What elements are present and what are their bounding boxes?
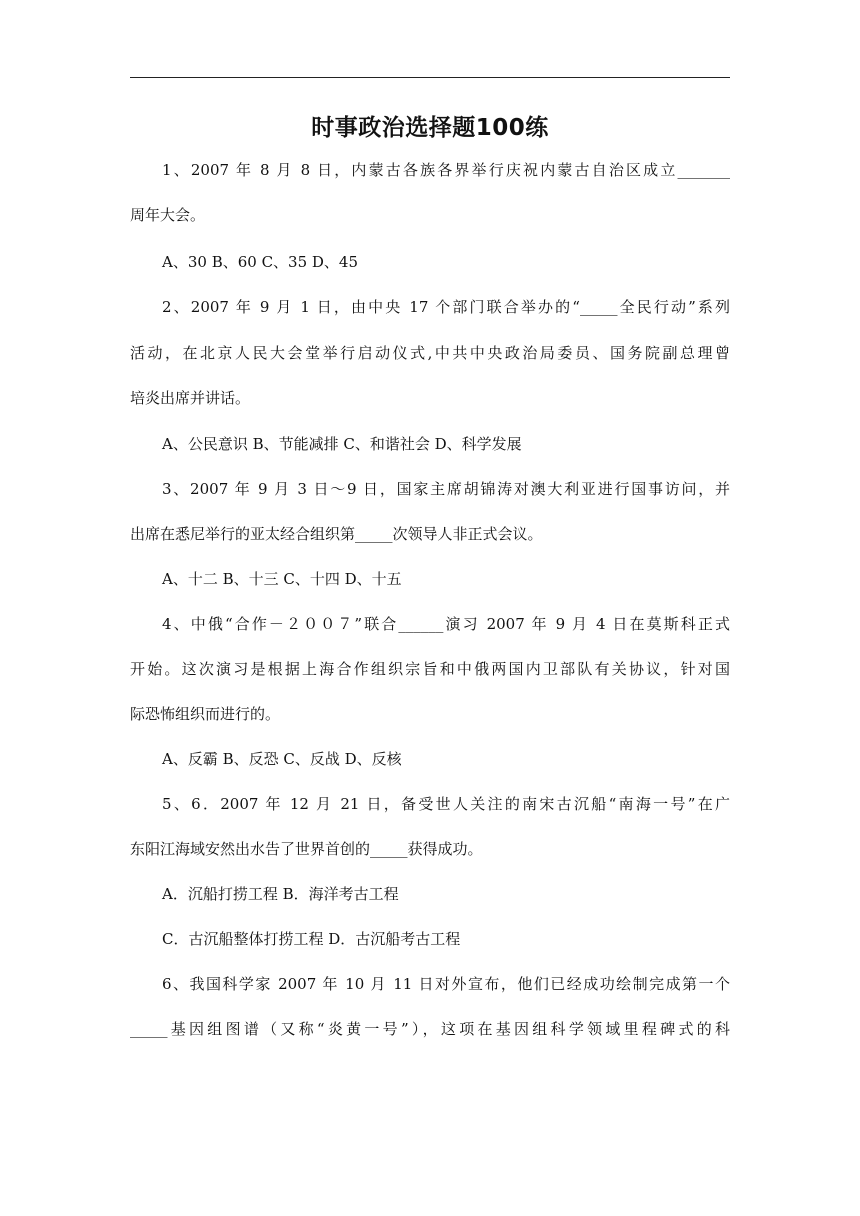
question-6-text: 6、我国科学家 2007 年 10 月 11 日对外宣布，他们已经成功绘制完成第一个: [162, 975, 730, 993]
question-5-text: 5、6．2007 年 12 月 21 日，备受世人关注的南宋古沉船“南海一号”在广: [162, 795, 730, 813]
question-2-text-cont: 活动，在北京人民大会堂举行启动仪式,中共中央政治局委员、国务院副总理曾: [130, 344, 730, 362]
question-5-options-cd: C．古沉船整体打捞工程 D．古沉船考古工程: [162, 930, 461, 948]
question-1-options: A、30 B、60 C、35 D、45: [162, 253, 359, 271]
question-4-text: 4、中俄“合作－２００７”联合______演习 2007 年 9 月 4 日在莫斯科正式: [162, 615, 730, 633]
header-rule: [130, 77, 730, 78]
question-6-text-cont: _____基因组图谱（又称“炎黄一号”），这项在基因组科学领域里程碑式的科: [130, 1020, 730, 1038]
question-3-options: A、十二 B、十三 C、十四 D、十五: [162, 570, 402, 588]
question-1-text-cont: 周年大会。: [130, 206, 206, 224]
question-4-text-cont: 开始。这次演习是根据上海合作组织宗旨和中俄两国内卫部队有关协议，针对国: [130, 660, 730, 678]
question-5-options-ab: A．沉船打捞工程 B．海洋考古工程: [162, 885, 399, 903]
document-title: 时事政治选择题100练: [311, 115, 549, 141]
question-2-options: A、公民意识 B、节能减排 C、和谐社会 D、科学发展: [162, 435, 522, 453]
question-3-text-cont: 出席在悉尼举行的亚太经合组织第_____次领导人非正式会议。: [130, 525, 543, 543]
question-4-text-end: 际恐怖组织而进行的。: [130, 705, 281, 723]
question-3-text: 3、2007 年 9 月 3 日～9 日，国家主席胡锦涛对澳大利亚进行国事访问，并: [162, 480, 730, 498]
question-1-text: 1、2007 年 8 月 8 日，内蒙古各族各界举行庆祝内蒙古自治区成立_______: [162, 161, 730, 179]
question-4-options: A、反霸 B、反恐 C、反战 D、反核: [162, 750, 402, 768]
question-2-text-end: 培炎出席并讲话。: [130, 389, 251, 407]
question-2-text: 2、2007 年 9 月 1 日，由中央 17 个部门联合举办的“_____全民行动”系列: [162, 298, 730, 316]
question-5-text-cont: 东阳江海域安然出水告了世界首创的_____获得成功。: [130, 840, 483, 858]
